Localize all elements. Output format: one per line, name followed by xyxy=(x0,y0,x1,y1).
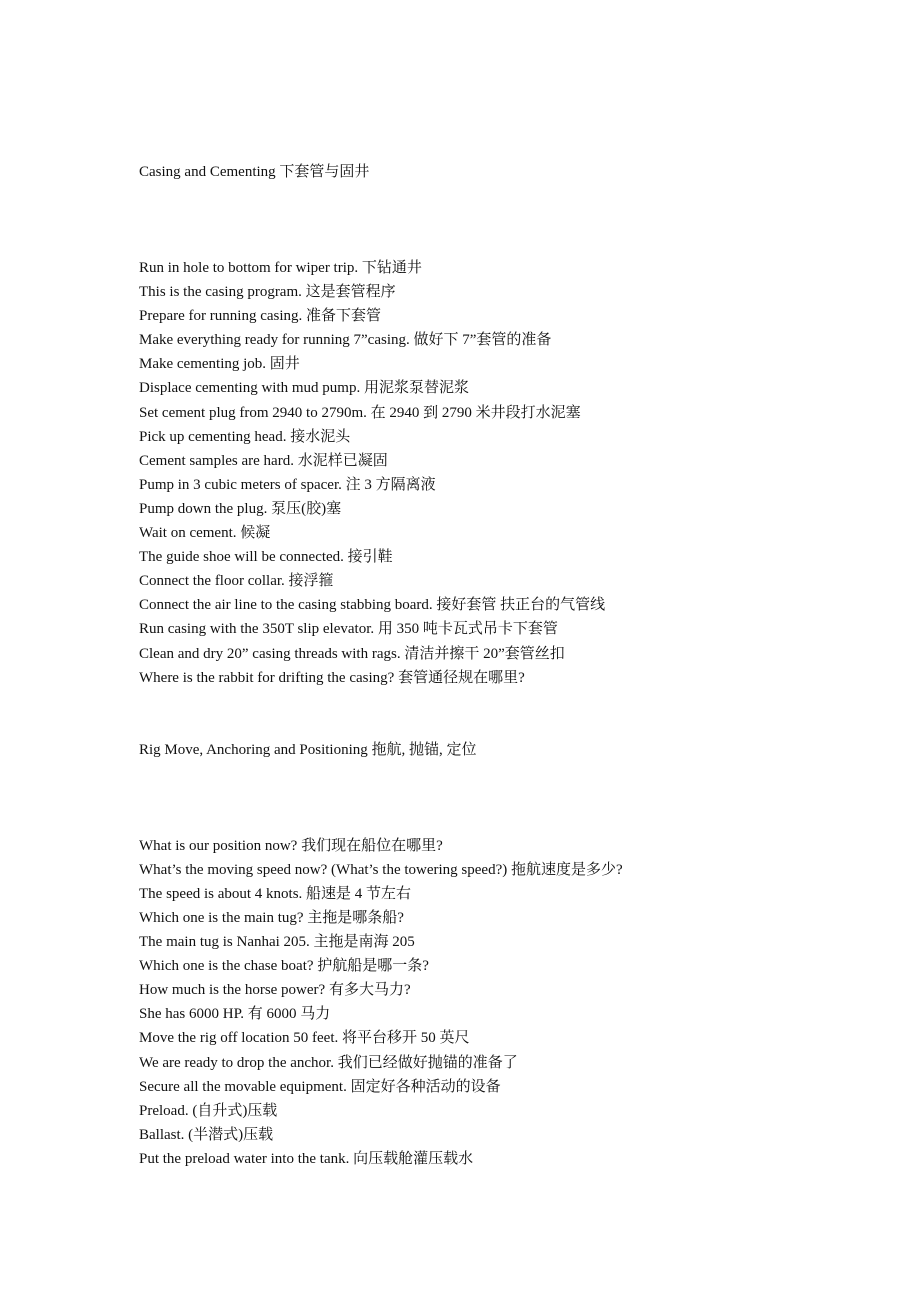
spacer xyxy=(139,762,879,834)
phrase-line: Run in hole to bottom for wiper trip. 下钻通井 xyxy=(139,260,422,276)
section-title: Rig Move, Anchoring and Positioning 拖航, 抛锚, 定位 xyxy=(139,741,477,758)
phrase-line: Cement samples are hard. 水泥样已凝固 xyxy=(139,452,388,469)
phrase-line: Wait on cement. 候凝 xyxy=(139,525,271,542)
phrase-line: Preload. (自升式)压载 xyxy=(139,1102,278,1119)
phrase-line: Set cement plug from 2940 to 2790m. 在 2940 到 2790 米井段打水泥塞 xyxy=(139,404,581,421)
phrase-line: Run casing with the 350T slip elevator. 用 350 吨卡瓦式吊卡下套管 xyxy=(139,621,558,638)
document-content xyxy=(139,160,879,1171)
spacer xyxy=(139,184,879,256)
phrase-line: Make everything ready for running 7”casing. 做好下 7”套管的准备 xyxy=(139,332,552,349)
phrase-list xyxy=(139,834,879,1171)
phrase-line: Ballast. (半潜式)压载 xyxy=(139,1126,274,1143)
phrase-line: The main tug is Nanhai 205. 主拖是南海 205 xyxy=(139,934,415,951)
phrase-line: Prepare for running casing. 准备下套管 xyxy=(139,308,382,325)
phrase-line: Connect the floor collar. 接浮箍 xyxy=(139,573,334,590)
section-rig-move xyxy=(139,738,879,1171)
phrase-line: Secure all the movable equipment. 固定好各种活动的设备 xyxy=(139,1078,501,1095)
phrase-line: The guide shoe will be connected. 接引鞋 xyxy=(139,549,393,566)
phrase-line: Displace cementing with mud pump. 用泥浆泵替泥浆 xyxy=(139,380,469,397)
phrase-line: We are ready to drop the anchor. 我们已经做好抛锚的准备了 xyxy=(139,1054,518,1071)
phrase-list xyxy=(139,256,879,690)
phrase-line: What is our position now? 我们现在船位在哪里? xyxy=(139,837,443,854)
section-casing-cementing xyxy=(139,160,879,690)
phrase-line: Move the rig off location 50 feet. 将平台移开 50 英尺 xyxy=(139,1030,470,1047)
phrase-line: Clean and dry 20” casing threads with rags. 清洁并擦干 20”套管丝扣 xyxy=(139,645,565,662)
phrase-line: What’s the moving speed now? (What’s the towering speed?) 拖航速度是多少? xyxy=(139,861,623,878)
phrase-line: Pump in 3 cubic meters of spacer. 注 3 方隔离液 xyxy=(139,476,436,493)
phrase-line: Where is the rabbit for drifting the casing? 套管通径规在哪里? xyxy=(139,669,525,686)
phrase-line: Make cementing job. 固井 xyxy=(139,356,300,373)
phrase-line: Connect the air line to the casing stabbing board. 接好套管 扶正台的气管线 xyxy=(139,597,606,614)
phrase-line: The speed is about 4 knots. 船速是 4 节左右 xyxy=(139,885,412,902)
phrase-line: This is the casing program. 这是套管程序 xyxy=(139,284,396,301)
phrase-line: Which one is the chase boat? 护航船是哪一条? xyxy=(139,958,429,975)
phrase-line: How much is the horse power? 有多大马力? xyxy=(139,982,411,999)
section-title: Casing and Cementing 下套管与固井 xyxy=(139,164,370,180)
phrase-line: She has 6000 HP. 有 6000 马力 xyxy=(139,1006,331,1023)
phrase-line: Put the preload water into the tank. 向压载舱灌压载水 xyxy=(139,1150,474,1167)
phrase-line: Pump down the plug. 泵压(胶)塞 xyxy=(139,500,342,517)
spacer xyxy=(139,690,879,738)
phrase-line: Which one is the main tug? 主拖是哪条船? xyxy=(139,909,404,926)
phrase-line: Pick up cementing head. 接水泥头 xyxy=(139,428,351,445)
